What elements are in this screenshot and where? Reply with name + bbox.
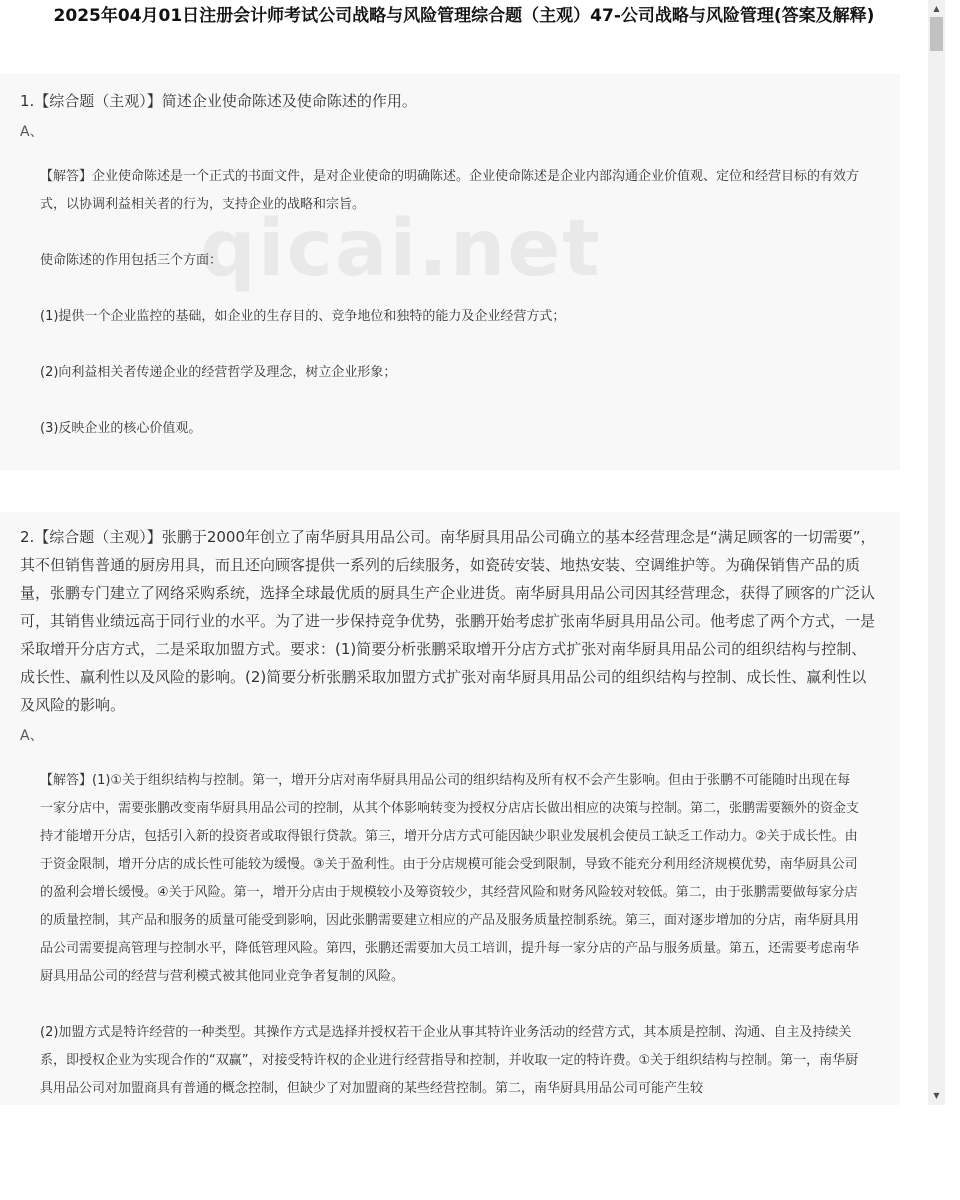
answer-paragraph: 【解答】企业使命陈述是一个正式的书面文件，是对企业使命的明确陈述。企业使命陈述是企业内部沟通企业价值观、定位和经营目标的有效方式，以协调利益相关者的行为，支持企业的战略和宗旨。	[40, 169, 860, 212]
scroll-thumb[interactable]	[930, 17, 943, 51]
question-card	[0, 512, 900, 1105]
scroll-up-arrow-icon[interactable]: ▲	[933, 4, 940, 13]
answer-option-label: A、	[20, 124, 44, 140]
answer-paragraph: (1)提供一个企业监控的基础，如企业的生存目的、竞争地位和独特的能力及企业经营方式；	[40, 309, 566, 324]
site-watermark: qicai.net	[200, 204, 602, 294]
answer-paragraph: (3)反映企业的核心价值观。	[40, 421, 202, 436]
answer-paragraph: 使命陈述的作用包括三个方面：	[40, 253, 223, 268]
answer-option-label: A、	[20, 728, 44, 744]
page-title: 2025年04月01日注册会计师考试公司战略与风险管理综合题（主观）47-公司战略与风险管理(答案及解释)	[53, 6, 875, 26]
question-card	[0, 74, 900, 470]
question-text: 2.【综合题（主观）】张鹏于2000年创立了南华厨具用品公司。南华厨具用品公司确立的基本经营理念是“满足顾客的一切需要”，其不但销售普通的厨房用具，而且还向顾客提供一系列的后续服务，如瓷砖安装、地热安装、空调维护等。为确保销售产品的质量，张鹏专门建立了网络采购系统，选择全球最优质的厨具生产企业进货。南华厨具用品公司因其经营理念，获得了顾客的广泛认可，其销售业绩远高于同行业的水平。为了进一步保持竞争优势，张鹏开始考虑扩张南华厨具用品公司。他考虑了两个方式，一是采取增开分店方式，二是采取加盟方式。要求：(1)简要分析张鹏采取增开分店方式扩张对南华厨具用品公司的组织结构与控制、成长性、赢利性以及风险的影响。(2)简要分析张鹏采取加盟方式扩张对南华厨具用品公司的组织结构与控制、成长性、赢利性以及风险的影响。	[20, 528, 876, 714]
answer-paragraph: (2)向利益相关者传递企业的经营哲学及理念，树立企业形象；	[40, 365, 397, 380]
question-text: 1.【综合题（主观）】简述企业使命陈述及使命陈述的作用。	[20, 92, 417, 110]
scroll-down-arrow-icon[interactable]: ▼	[933, 1091, 940, 1100]
answer-paragraph: (2)加盟方式是特许经营的一种类型。其操作方式是选择并授权若干企业从事其特许业务活动的经营方式，其本质是控制、沟通、自主及持续关系，即授权企业为实现合作的“双赢”，对接受特许权的企业进行经营指导和控制，并收取一定的特许费。①关于组织结构与控制。第一，南华厨具用品公司对加盟商具有普通的概念控制，但缺少了对加盟商的某些经营控制。第二，南华厨具用品公司可能产生较	[40, 1025, 859, 1096]
answer-explanation	[0, 143, 900, 443]
answer-paragraph: 【解答】(1)①关于组织结构与控制。第一，增开分店对南华厨具用品公司的组织结构及所有权不会产生影响。但由于张鹏不可能随时出现在每一家分店中，需要张鹏改变南华厨具用品公司的控制，从其个体影响转变为授权分店店长做出相应的决策与控制。第二，张鹏需要额外的资金支持才能增开分店，包括引入新的投资者或取得银行贷款。第三，增开分店方式可能因缺少职业发展机会使员工缺乏工作动力。②关于成长性。由于资金限制，增开分店的成长性可能较为缓慢。③关于盈利性。由于分店规模可能会受到限制，导致不能充分利用经济规模优势，南华厨具公司的盈利会增长缓慢。④关于风险。第一，增开分店由于规模较小及筹资较少，其经营风险和财务风险较对较低。第二，由于张鹏需要做每家分店的质量控制，其产品和服务的质量可能受到影响，因此张鹏需要建立相应的产品及服务质量控制系统。第三，面对逐步增加的分店，南华厨具用品公司需要提高管理与控制水平，降低管理风险。第四，张鹏还需要加大员工培训，提升每一家分店的产品与服务质量。第五，还需要考虑南华厨具用品公司的经营与营利模式被其他同业竞争者复制的风险。	[40, 773, 860, 984]
vertical-scrollbar[interactable]	[928, 0, 945, 1105]
answer-explanation	[0, 747, 900, 1103]
